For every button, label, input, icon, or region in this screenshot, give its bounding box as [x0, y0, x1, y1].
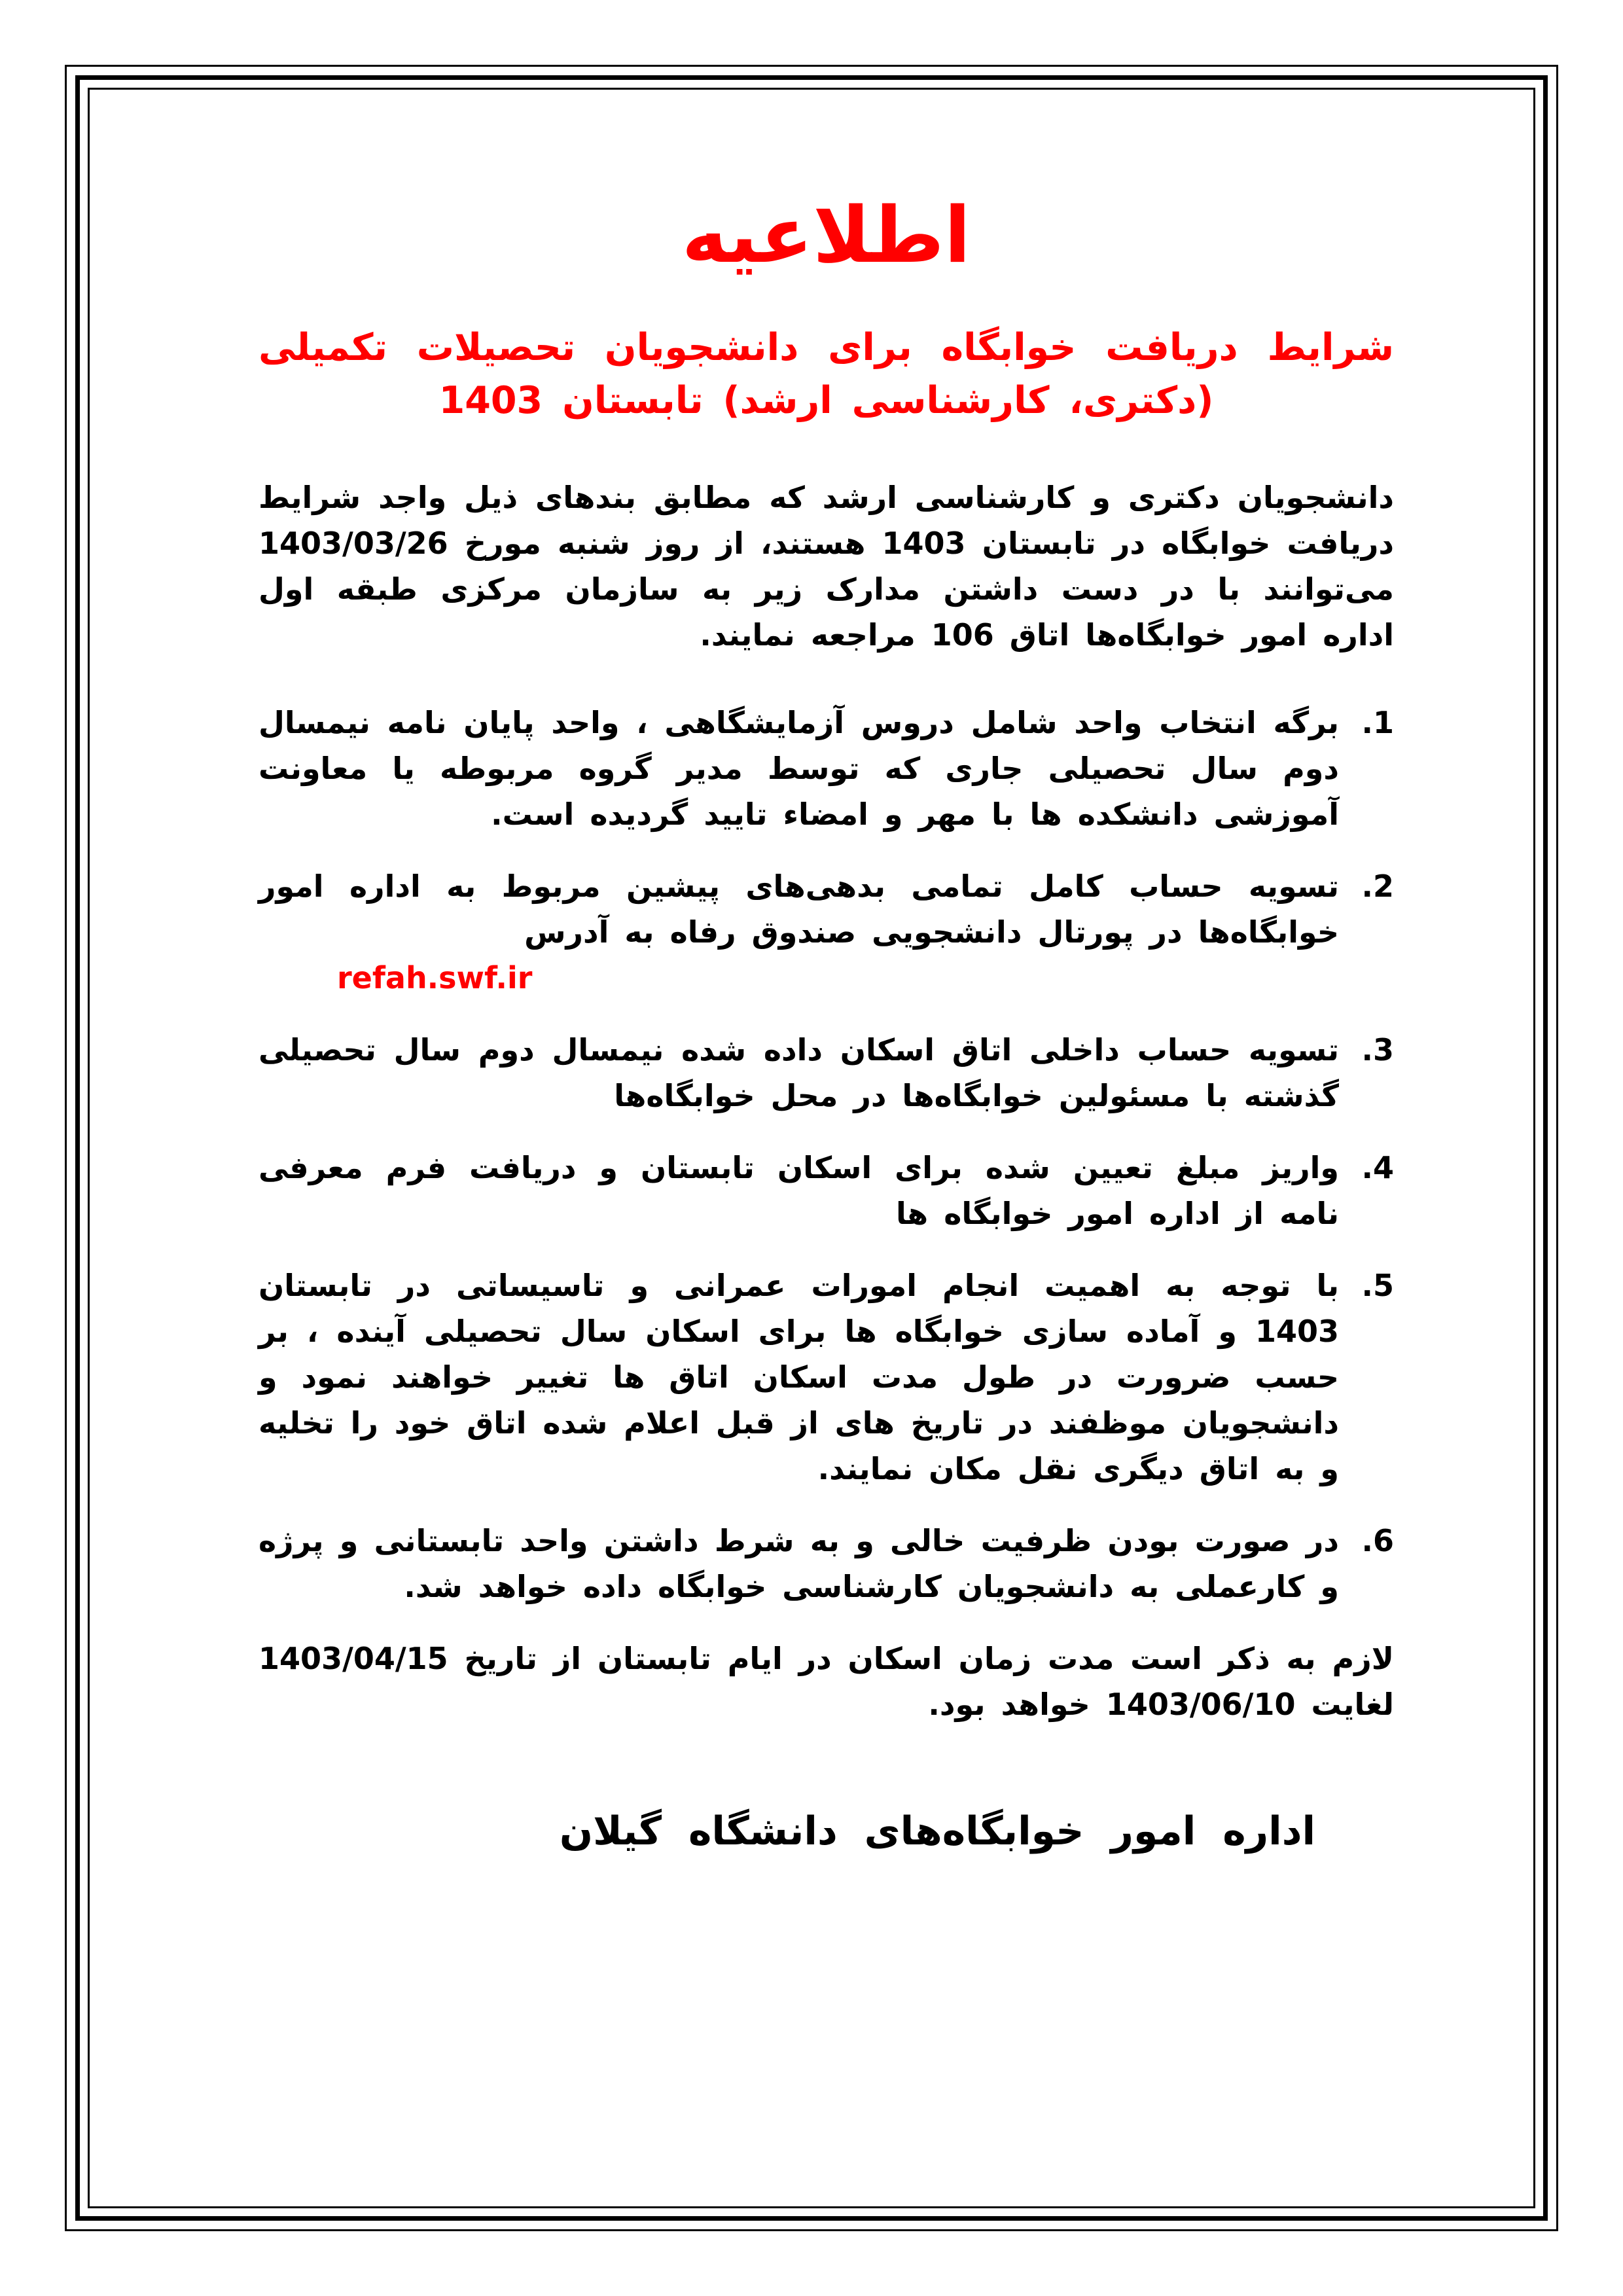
item-2-text-body: تسویه حساب کامل تمامی بدهی‌های پیشین مربوط به اداره امور خوابگاه‌ها در پورتال دانشجویی صندوق رفاه به آدرس [259, 869, 1339, 950]
list-item-4 [259, 1145, 1394, 1236]
item-2-text [259, 863, 1339, 1001]
intro-paragraph: دانشجویان دکتری و کارشناسی ارشد که مطابق بندهای ذیل واجد شرایط دریافت خوابگاه در تابستان 1403 هستند، از روز شنبه مورخ 1403/03/26 می‌توانند با در دست داشتن مدارک زیر به سازمان مرکزی طبقه اول اداره امور خوابگاه‌ها اتاق 106 مراجعه نمایند. [259, 480, 1394, 653]
item-1-number: 1. [1361, 705, 1394, 741]
conditions-list [259, 700, 1394, 1609]
item-2-number: 2. [1361, 869, 1394, 905]
item-4-text: واریز مبلغ تعیین شده برای اسکان تابستان و دریافت فرم معرفی نامه از اداره امور خوابگاه ها [259, 1150, 1339, 1232]
page-subtitle: شرایط دریافت خوابگاه برای دانشجویان تحصیلات تکمیلی (دکتری، کارشناسی ارشد) تابستان 1403 [259, 326, 1394, 423]
item-6-number: 6. [1361, 1523, 1394, 1559]
list-item-3 [259, 1027, 1394, 1119]
item-6-text: در صورت بودن ظرفیت خالی و به شرط داشتن واحد تابستانی و پرژه و کارعملی به دانشجویان کارشناسی خوابگاه داده خواهد شد. [259, 1523, 1339, 1605]
item-5-text: با توجه به اهمیت انجام امورات عمرانی و تاسیساتی در تابستان 1403 و آماده سازی خوابگاه ها برای اسکان سال تحصیلی آینده ، بر حسب ضرورت در طول مدت اسکان اتاق ها تغییر خواهند نمود و دانشجویان موظفند در تاریخ های از قبل اعلام شده اتاق خود را تخلیه و به اتاق دیگری نقل مکان نمایند. [259, 1268, 1339, 1487]
item-1-text: برگه انتخاب واحد شامل دروس آزمایشگاهی ، واحد پایان نامه نیمسال دوم سال تحصیلی جاری که توسط مدیر گروه مربوطه یا معاونت آموزشی دانشکده ها با مهر و امضاء تایید گردیده است. [259, 705, 1339, 833]
list-item-1 [259, 700, 1394, 837]
item-3-text: تسویه حساب داخلی اتاق اسکان داده شده نیمسال دوم سال تحصیلی گذشته با مسئولین خوابگاه‌ها در محل خوابگاه‌ها [259, 1032, 1339, 1114]
refah-portal-link[interactable]: refah.swf.ir [337, 960, 533, 996]
list-item-2 [259, 863, 1394, 1001]
item-4-number: 4. [1361, 1150, 1394, 1186]
list-item-5 [259, 1263, 1394, 1492]
page-title: اطلاعیه [681, 190, 971, 280]
signature: اداره امور خوابگاه‌های دانشگاه گیلان [559, 1808, 1316, 1855]
document-content [259, 183, 1394, 1857]
closing-note: لازم به ذکر است مدت زمان اسکان در ایام تابستان از تاریخ 1403/04/15 لغایت 1403/06/10 خواهد بود. [259, 1641, 1394, 1723]
list-item-6 [259, 1518, 1394, 1609]
item-5-number: 5. [1361, 1268, 1394, 1304]
item-3-number: 3. [1361, 1032, 1394, 1068]
